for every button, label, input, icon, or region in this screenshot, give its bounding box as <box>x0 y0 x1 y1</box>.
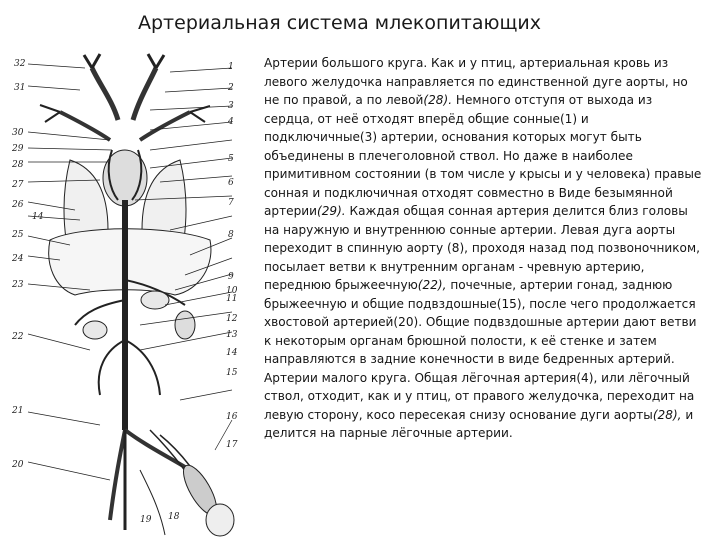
label-16: 16 <box>226 412 238 422</box>
label-10: 10 <box>226 286 238 296</box>
label-9: 9 <box>228 272 234 282</box>
arterial-system-figure <box>0 50 262 540</box>
label-27: 27 <box>12 180 24 190</box>
label-8: 8 <box>228 230 234 240</box>
label-13: 13 <box>226 330 238 340</box>
figure-label-14-left: 14 <box>32 212 44 222</box>
label-4: 4 <box>228 117 234 127</box>
label-18: 18 <box>168 512 180 522</box>
label-3: 3 <box>228 101 234 111</box>
label-2: 2 <box>228 83 234 93</box>
label-32: 32 <box>14 59 26 69</box>
label-31: 31 <box>14 83 26 93</box>
label-20: 20 <box>12 460 24 470</box>
label-14: 14 <box>226 348 238 358</box>
label-26: 26 <box>12 200 24 210</box>
mammal-arterial-system-diagram-icon <box>0 50 262 540</box>
paragraph-systemic-circulation: Артерии большого круга. Как и у птиц, артериальная кровь из левого желудочка направляется по единственной дуге аорты, но не по правой, а по левой(28). Немного отступя от выхода из сердца, от неё отходят вперёд общие сонные(1) и подключичные(3) артерии, основания которых могут быть объединены в плечеголовной ствол. Но даже в наиболее примитивном состоянии (в том числе у крысы и у человека) правые сонная и подключичная отходят совместно в Виде безымянной артерии(29). Каждая общая сонная артерия делится близ головы на наружную и внутреннюю сонные артерии. Левая дуга аорты переходит в спинную аорту (8), проходя назад под позвоночником, посылает ветви к внутренним органам - чревную артерию, переднюю брыжеечную(22), почечные, артерии гонад, заднюю брыжеечную и общие подвздошные(15), после чего продолжается хвостовой артерией(20). Общие подвздошные артерии дают ветви к некоторым органам брюшной полости, к её стенке и затем направляются в задние конечности в виде бедренных артерий. <box>264 56 702 366</box>
label-5: 5 <box>228 154 234 164</box>
label-30: 30 <box>12 128 24 138</box>
page-title: Артериальная система млекопитающих <box>138 12 541 34</box>
label-28: 28 <box>12 160 24 170</box>
label-1: 1 <box>228 62 234 72</box>
label-15: 15 <box>226 368 238 378</box>
label-23: 23 <box>12 280 24 290</box>
label-21: 21 <box>12 406 24 416</box>
label-6: 6 <box>228 178 234 188</box>
label-11: 11 <box>226 294 238 304</box>
label-24: 24 <box>12 254 24 264</box>
paragraph-pulmonary-circulation: Артерии малого круга. Общая лёгочная артерия(4), или лёгочный ствол, отходит, как и у птиц, от правого желудочка, переходит на левую сторону, косо пересекая снизу основание дуги аорты(28), и делится на парные лёгочные артерии. <box>264 370 695 440</box>
label-7: 7 <box>228 198 234 208</box>
label-25: 25 <box>12 230 24 240</box>
label-22: 22 <box>12 332 24 342</box>
label-29: 29 <box>12 144 24 154</box>
label-12: 12 <box>226 314 238 324</box>
article-text <box>264 54 704 443</box>
label-17: 17 <box>226 440 238 450</box>
label-19: 19 <box>140 515 152 525</box>
